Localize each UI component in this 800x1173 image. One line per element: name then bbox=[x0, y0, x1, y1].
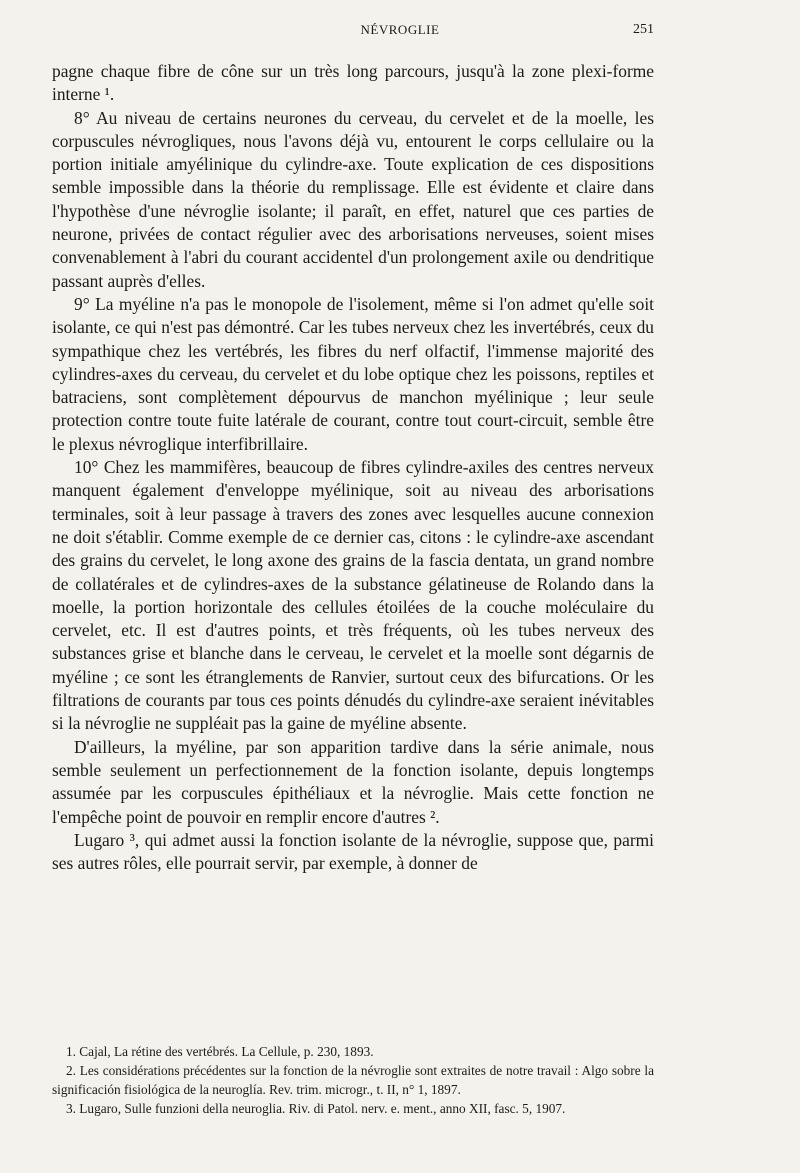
paragraph: D'ailleurs, la myéline, par son apparition tardive dans la série animale, nous semble seulement un perfectionnement de la fonction isolante, depuis longtemps assumée par les corpuscules épithéliaux et la névroglie. Mais cette fonction ne l'empêche point de pouvoir en remplir encore d'autres ². bbox=[52, 736, 654, 827]
footnote: 2. Les considérations précédentes sur la fonction de la névroglie sont extraites de notre travail : Algo sobre la significación fisiológica de la neuroglía. Rev. trim. microgr., t. II, n° 1, 1897. bbox=[52, 1063, 654, 1097]
running-head bbox=[0, 22, 800, 42]
page-number: 251 bbox=[633, 22, 654, 37]
footnote: 3. Lugaro, Sulle funzioni della neuroglia. Riv. di Patol. nerv. e. ment., anno XII, fasc. 5, 1907. bbox=[66, 1101, 566, 1116]
paragraph: 10° Chez les mammifères, beaucoup de fibres cylindre-axiles des centres nerveux manquent également d'enveloppe myélinique, soit au niveau des arborisations terminales, soit à leur passage à travers des zones avec lesquelles aucune connexion ne doit s'établir. Comme exemple de ce dernier cas, citons : le cylindre-axe ascendant des grains du cervelet, le long axone des grains de la fascia dentata, un grand nombre de collatérales et de cylindres-axes de la substance gélatineuse de Rolando dans la moelle, la portion horizontale des cellules étoilées de la couche moléculaire du cervelet, etc. Il est d'autres points, et très fréquents, où les tubes nerveux des substances grise et blanche dans le cerveau, le cervelet et la moelle sont dégarnis de myéline ; ce sont les étranglements de Ranvier, surtout ceux des bifurcations. Or les filtrations de courants par tous ces points dénudés du cylindre-axe seraient inévitables si la névroglie ne suppléait pas la gaine de myéline absente. bbox=[52, 457, 654, 734]
paragraph: Lugaro ³, qui admet aussi la fonction isolante de la névroglie, suppose que, parmi ses autres rôles, elle pourrait servir, par exemple, à donner de bbox=[52, 829, 654, 874]
body-text bbox=[52, 60, 654, 875]
footnotes bbox=[52, 1042, 654, 1118]
footnote: 1. Cajal, La rétine des vertébrés. La Cellule, p. 230, 1893. bbox=[66, 1044, 374, 1059]
paragraph: 9° La myéline n'a pas le monopole de l'isolement, même si l'on admet qu'elle soit isolante, ce qui n'est pas démontré. Car les tubes nerveux chez les invertébrés, ceux du sympathique chez les vertébrés, les fibres du nerf olfactif, l'immense majorité des cylindres-axes du cerveau, du cervelet et du lobe optique chez les poissons, reptiles et batraciens, sont complètement dépourvus de manchon myélinique ; leur seule protection contre toute fuite latérale de courant, contre tout court-circuit, semble être le plexus névroglique interfibrillaire. bbox=[52, 293, 654, 454]
paragraph: 8° Au niveau de certains neurones du cerveau, du cervelet et de la moelle, les corpuscules névrogliques, nous l'avons déjà vu, entourent le corps cellulaire ou la portion initiale amyélinique du cylindre-axe. Toute explication de ces dispositions semble impossible dans la théorie du remplissage. Elle est évidente et claire dans l'hypothèse d'une névroglie isolante; il paraît, en effet, naturel que ces parties de neurone, privées de contact régulier avec des arborisations nerveuses, soient mises convenablement à l'abri du courant accidentel d'un prolongement axile ou dendritique passant auprès d'elles. bbox=[52, 107, 654, 291]
running-title: NÉVROGLIE bbox=[360, 22, 440, 37]
paragraph: pagne chaque fibre de cône sur un très long parcours, jusqu'à la zone plexi-forme interne ¹. bbox=[52, 61, 654, 105]
